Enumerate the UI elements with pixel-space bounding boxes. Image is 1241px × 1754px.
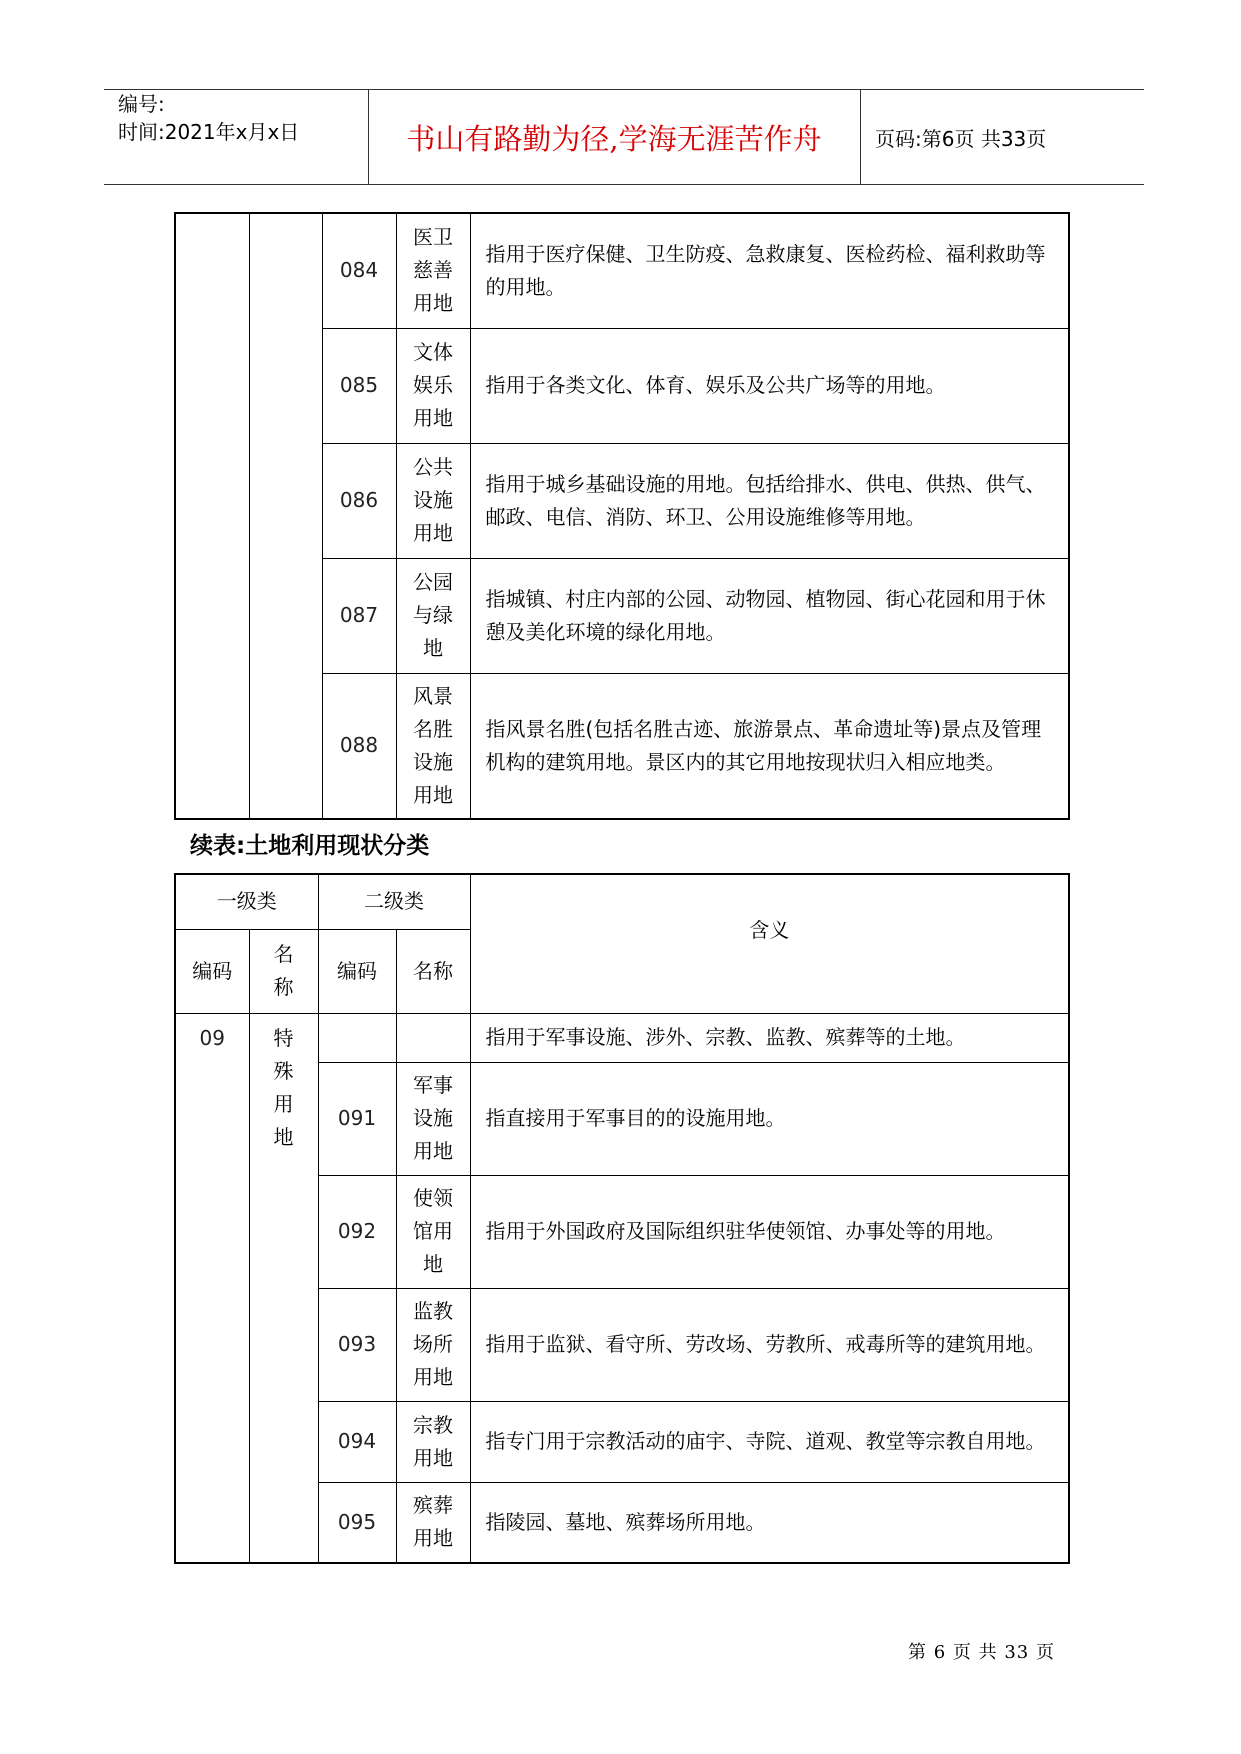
- row-name: 监教 场所 用地: [396, 1288, 470, 1401]
- group-empty-name: [396, 1013, 470, 1062]
- group-name: 特 殊 用 地: [249, 1013, 318, 1563]
- row-name: 宗教 用地: [396, 1401, 470, 1482]
- header-name2: 名称: [396, 929, 470, 1013]
- group-code: 09: [175, 1013, 249, 1563]
- land-use-table-part2: [174, 873, 1070, 1564]
- row-name: 公共 设施 用地: [396, 443, 470, 558]
- row-code: 084: [322, 213, 396, 328]
- header-meta: [104, 90, 369, 184]
- land-use-table-part1: [174, 212, 1070, 820]
- row-desc: 指用于医疗保健、卫生防疫、急救康复、医检药检、福利救助等的用地。: [470, 213, 1069, 328]
- row-desc: 指风景名胜(包括名胜古迹、旅游景点、革命遗址等)景点及管理机构的建筑用地。景区内的其它用地按现状归入相应地类。: [470, 673, 1069, 819]
- header-code2: 编码: [318, 929, 396, 1013]
- level1-name-cell: [249, 213, 322, 819]
- row-code: 095: [318, 1482, 396, 1563]
- row-name: 风景 名胜 设施 用地: [396, 673, 470, 819]
- header-name1: 名 称: [249, 929, 318, 1013]
- table-caption: 续表:土地利用现状分类: [190, 833, 430, 859]
- row-desc: 指用于外国政府及国际组织驻华使领馆、办事处等的用地。: [470, 1175, 1069, 1288]
- table1-body: [175, 213, 1069, 819]
- row-code: 087: [322, 558, 396, 673]
- group-row: [175, 1013, 1069, 1062]
- page-info: 页码:第6页 共33页: [875, 126, 1047, 151]
- row-code: 086: [322, 443, 396, 558]
- row-desc: 指城镇、村庄内部的公园、动物园、植物园、街心花园和用于休憩及美化环境的绿化用地。: [470, 558, 1069, 673]
- row-desc: 指用于城乡基础设施的用地。包括给排水、供电、供热、供气、邮政、电信、消防、环卫、公用设施维修等用地。: [470, 443, 1069, 558]
- group-desc: 指用于军事设施、涉外、宗教、监教、殡葬等的土地。: [470, 1013, 1069, 1062]
- header-code1: 编码: [175, 929, 249, 1013]
- level1-code-cell: [175, 213, 249, 819]
- time-label: 时间:2021年x月x日: [118, 120, 300, 144]
- row-desc: 指陵园、墓地、殡葬场所用地。: [470, 1482, 1069, 1563]
- header-motto-cell: [368, 90, 861, 184]
- header-level2: 二级类: [318, 874, 470, 929]
- row-name: 文体 娱乐 用地: [396, 328, 470, 443]
- header-level1: 一级类: [175, 874, 318, 929]
- row-name: 医卫 慈善 用地: [396, 213, 470, 328]
- table-header-row-1: [175, 874, 1069, 929]
- row-desc: 指专门用于宗教活动的庙宇、寺院、道观、教堂等宗教自用地。: [470, 1401, 1069, 1482]
- row-code: 088: [322, 673, 396, 819]
- table-row: [175, 213, 1069, 328]
- group-empty-code: [318, 1013, 396, 1062]
- row-code: 094: [318, 1401, 396, 1482]
- page-header: [104, 89, 1144, 185]
- row-name: 使领 馆用 地: [396, 1175, 470, 1288]
- motto: 书山有路勤为径,学海无涯苦作舟: [406, 121, 822, 156]
- row-code: 093: [318, 1288, 396, 1401]
- row-desc: 指用于监狱、看守所、劳改场、劳教所、戒毒所等的建筑用地。: [470, 1288, 1069, 1401]
- header-page-cell: [861, 90, 1144, 184]
- row-code: 085: [322, 328, 396, 443]
- number-label: 编号:: [118, 92, 165, 116]
- row-desc: 指直接用于军事目的的设施用地。: [470, 1062, 1069, 1175]
- row-name: 军事 设施 用地: [396, 1062, 470, 1175]
- page-footer: 第 6 页 共 33 页: [908, 1642, 1055, 1663]
- header-meaning: 含义: [470, 874, 1069, 1013]
- row-name: 殡葬 用地: [396, 1482, 470, 1563]
- row-desc: 指用于各类文化、体育、娱乐及公共广场等的用地。: [470, 328, 1069, 443]
- row-code: 091: [318, 1062, 396, 1175]
- row-name: 公园 与绿 地: [396, 558, 470, 673]
- row-code: 092: [318, 1175, 396, 1288]
- table2-body: [175, 874, 1069, 1563]
